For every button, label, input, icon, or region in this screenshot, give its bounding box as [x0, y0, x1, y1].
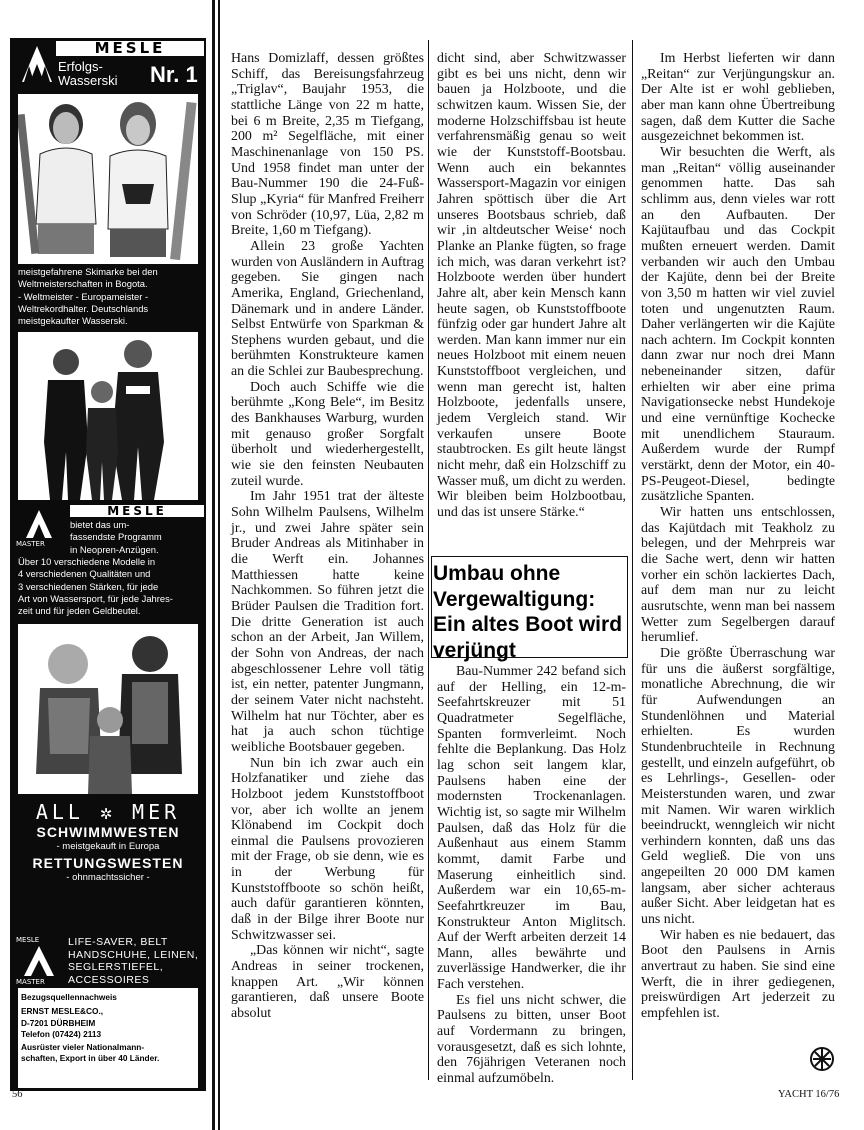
address-line: ERNST MESLE&CO.,: [21, 1006, 104, 1017]
schwimmwesten-heading: SCHWIMMWESTEN: [36, 824, 180, 840]
article-end-mark-icon: [808, 1046, 836, 1072]
ad-address-box: [18, 988, 198, 1088]
article-column-1: [231, 51, 424, 1022]
paragraph: Im Jahr 1951 trat der älteste Sohn Wilhelm Paulsens, Wilhelm jr., und zwei Jahre später sein Bruder Andreas als Mitinhaber in die Werft ein. Johannes Matthiessen hatte keine Nachkommen. So führen jetzt die Brüder Paulsen die Tradition fort. Die dritte Generation ist auch schon an der Arbeit, Jan Willem, der Sohn von Andreas, der nach abgeschlossener Lehre voll tätig ist, ein netter, patenter Jungmann, der seinem Vater nicht nachsteht. Wilhelm hat nur Töchter, aber es hat ja auch schon tüchtige weibliche Bootsbauer gegeben.: [231, 489, 424, 755]
paragraph: Wir haben es nie bedauert, das Boot den Paulsens in Arnis anvertraut zu haben. Sie sind eine Werft, die in ihrer gediegenen, preiswürdigen Art jederzeit zu empfehlen ist.: [641, 927, 835, 1022]
product-line: LIFE-SAVER, BELT: [68, 936, 168, 948]
brand-wordmark-2: MESLE: [70, 505, 204, 517]
caption-line: meistgekaufter Wasserski.: [18, 315, 128, 327]
address-line: D-7201 DÜRBHEIM: [21, 1017, 96, 1028]
product-line: ACCESSOIRES: [68, 973, 150, 986]
ad-caption-waterski: [18, 266, 202, 327]
svg-text:MASTER: MASTER: [16, 978, 45, 984]
ad-products: [68, 936, 204, 986]
caption-line: Über 10 verschiedene Modelle in: [18, 556, 156, 567]
paragraph: Es fiel uns nicht schwer, die Paulsens zu bitten, unser Boot auf Vordermann zu bringen, vorausgesetzt, daß es sich lohnte, den 76jährigen Veteranen noch einmal aufzumöbeln.: [437, 992, 626, 1087]
ad-tagline-2: Wasserski: [58, 73, 118, 88]
ad-tagline-1: Erfolgs-: [58, 59, 103, 74]
paragraph: Wir hatten uns entschlossen, das Kajütdach mit Teakholz zu belegen, und der Mehrpreis war die Sache wert, denn wir hatten vorher ein schön lackiertes Dach, auf dem man nur zu leicht ausrutschte, wenn man bei nassem Wetter zum Segelbergen darauf herumlief.: [641, 505, 835, 646]
article-column-2b: [437, 664, 626, 1087]
product-line: SEGLERSTIEFEL,: [68, 961, 164, 973]
caption-line: zeit und für jeden Geldbeutel.: [18, 605, 141, 617]
caption-line: meistgefahrene Skimarke bei den: [18, 266, 158, 277]
page-number: 56: [12, 1089, 23, 1100]
lifejacket-photo: [18, 624, 198, 794]
rettungswesten-heading: RETTUNGSWESTEN: [32, 855, 184, 871]
column-divider-2: [632, 40, 633, 1080]
caption-line: - Weltmeister - Europameister -: [18, 290, 149, 302]
caption-line: Weltrekordhalter. Deutschlands: [18, 302, 149, 314]
page-rule-left: [212, 0, 215, 1130]
address-line: Ausrüster vieler Nationalmann-: [21, 1042, 145, 1053]
caption-line: in Neopren-Anzügen.: [70, 543, 159, 555]
paragraph: Doch auch Schiffe wie die berühmte „Kong Bele“, im Besitz des Bankhauses Warburg, wurden mit genauso großer Sorgfalt überholt und wiederhergestellt, wie sie den feinsten Neubauten zuteil wurde.: [231, 379, 424, 489]
paragraph: „Das können wir nicht“, sagte Andreas in seiner trockenen, knappen Art. „Wir können garantieren, daß unsere Boote absolut: [231, 943, 424, 1022]
ad-caption-wetsuit: [18, 556, 202, 617]
address-line: schaften, Export in über 40 Länder.: [21, 1053, 160, 1064]
mesle-master-badge-icon: [12, 932, 66, 984]
mesle-advertisement: [10, 38, 206, 1091]
caption-line: bietet das um-: [70, 519, 130, 530]
magazine-issue: YACHT 16/76: [778, 1089, 840, 1100]
product-line: HANDSCHUHE, LEINEN,: [68, 948, 199, 961]
rettungswesten-sub: - ohnmachtssicher -: [66, 872, 150, 883]
schwimmwesten-sub: - meistgekauft in Europa: [56, 841, 160, 852]
wetsuit-photo: [18, 332, 198, 500]
ad-number-one: Nr. 1: [150, 62, 198, 87]
caption-line: 4 verschiedenen Qualitäten und: [18, 568, 151, 580]
brand-wordmark: MESLE: [56, 41, 204, 56]
address-line: Bezugsquellennachweis: [21, 992, 117, 1002]
caption-line: 3 verschiedenen Stärken, für jede: [18, 580, 159, 592]
waterski-photo: [18, 94, 198, 264]
subheadline: Umbau ohne Vergewaltigung: Ein altes Boot wird verjüngt: [433, 562, 623, 662]
allmer-logo: ALL ✲ MER: [35, 800, 181, 824]
page-rule-right: [218, 0, 220, 1130]
article-column-3: [641, 51, 835, 1022]
paragraph: Nun bin ich zwar auch ein Holzfanatiker und ziehe das Holzboot jedem Kunststoffboot vor, aber ich wollte an jenem Klönabend im Cockpit doch einmal die Paulsens provozieren mit der Frage, ob sie denn, wie es in der Werbung für Kunststoffboote so schön heißt, auch dafür garantieren könnten, daß in der Bilge ihrer Boote nur Schwitzwasser sei.: [231, 755, 424, 943]
caption-line: Weltmeisterschaften in Bogota.: [18, 278, 148, 290]
article-column-2: [437, 51, 626, 521]
svg-text:MASTER: MASTER: [16, 540, 45, 548]
paragraph: Wir besuchten die Werft, als man „Reitan“ völlig auseinander genommen hatte. Das sah schlimm aus, denn vieles war rott an den Aufbauten. Der Kajütaufbau und das Cockpit mußten erneuert werden. Damit verbanden wir auch den Umbau der Kajüte, denn bei der Breite von 3,50 m hatten wir viel zuviel toten und ungenutzten Raum. Daher verlängerten wir die Kajüte nach achtern. Im Cockpit konnten dann zwar nur noch drei Mann nebeneinander sitzen, dafür erhielten wir aber eine prima Navigationsecke nebst Hundekoje und eine vernünftige Kochecke mit unendlichem Stauraum. Außerdem wurde der Rumpf verstärkt, denn der Motor, ein 40-PS-Peugeot-Diesel, bedingte zusätzliche Spanten.: [641, 144, 835, 505]
address-line: Telefon (07424) 2113: [21, 1028, 102, 1039]
mountain-logo-icon: [20, 44, 54, 84]
svg-text:MESLE: MESLE: [16, 936, 40, 944]
master-badge-icon: [14, 502, 64, 548]
paragraph: Im Herbst lieferten wir dann „Reitan“ zur Verjüngungskur an. Der Alte ist er wohl geblieben, aber man kann ohne Übertreibung sagen, daß dem Kutter die Sache ausgezeichnet bekommen ist.: [641, 51, 835, 145]
paragraph: Die größte Überraschung war für uns die äußerst sorgfältige, monatliche Abrechnung, die wir für Aufwendungen an Stundenlöhnen und Material erhielten. Es wurden Stundenbruchteile in Rechnung gestellt, und einzeln aufgeführt, ob es Lehrlings-, Gesellen- oder Meisterstunden waren, und zwar mit Namen. Wir waren wirklich beeindruckt, wenngleich wir nicht verhindern konnten, daß uns das Geld wegließ. Die von uns angepeilten 20 000 DM kamen langsam, aber sicher achteraus außer Sicht. Aber leidgetan hat es uns nicht.: [641, 645, 835, 928]
caption-line: Art von Wassersport, für jede Jahres-: [18, 592, 173, 604]
paragraph: Bau-Nummer 242 befand sich auf der Helling, ein 12-m-Seefahrtskreuzer mit 51 Quadratmeter Segelfläche, Spanten formverleimt. Noch fehlte die Beplankung. Das Holz lag schon seit langem klar, Paulsens haben eine der modernsten Trockenanlagen. Wichtig ist, so sagte mir Wilhelm Paulsen, daß das Holz für die Außenhaut aus einem Stamm kommt, damit Farbe und Maserung einheitlich sind. Außerdem war ein 10,65-m-Seefahrtkreuzer im Bau, Konstrukteur Anton Miglitsch. Auf der Werft arbeiten derzeit 14 Mann, alles bewährte und zuverlässige Handwerker, die ihr Fach verstehen.: [437, 664, 626, 993]
paragraph: Hans Domizlaff, dessen größtes Schiff, das Bereisungsfahrzeug „Triglav“, Baujahr 1953, die stattliche Länge von 22 m hatte, bei 6 m Breite, 2,35 m Tiefgang, 200 m² Segelfläche, mit einer Maschinenanlage von 150 PS. Und 1958 findet man unter der Bau-Nummer 190 die 24-Fuß-Slup „Kyria“ für Manfred Freiherr von Schröder (10,97, Lüa, 2,82 m Breite, 1,60 m Tiefgang).: [231, 51, 424, 239]
paragraph: Allein 23 große Yachten wurden von Ausländern in Auftrag gegeben. Sie gingen nach Amerika, England, Griechenland, Dänemark und in andere Länder. Selbst Entwürfe von Sparkman & Stephens wurden gebaut, und die berühmten Konstrukteure kamen an die Schlei zur Baubesprechung.: [231, 238, 424, 380]
ad-caption-wetsuit-top: [70, 519, 200, 556]
column-divider-1: [428, 40, 429, 1080]
paragraph: dicht sind, aber Schwitzwasser gibt es bei uns nicht, denn wir bauen ja Holzboote, und die schwitzen kaum. Wissen Sie, der moderne Holzschiffsbau ist heute verfahrensmäßig genau so weit wie der Kunststoff-Bootsbau. Wenn auch ein bekanntes Wassersport-Magazin vor einigen Jahren spöttisch über die Art unseres Bootsbaus schrieb, daß wir ‚in altdeutscher Weise‘ noch Planke an Planke fügten, so frage ich mich, was daran verkehrt ist? Holzboote werden über hundert Jahre alt, aber kein Mensch kann heute sagen, ob Kunststoffboote fünfzig oder gar hundert Jahre alt werden. Man kann immer nur ein neues Holzboot mit einem neuen Kunststoffboot vergleichen, und wenn man gerecht ist, halten Holzboote, jedenfalls unsere, jedem Vergleich stand. Wir verkaufen unsere Boote staubtrocken. Es gilt heute längst nicht mehr, daß ein Holzschiff zu Wasser muß, um dicht zu werden. Wir bleiben beim Holzbootbau, und das ist unsere Stärke.“: [437, 51, 626, 521]
caption-line: fassendste Programm: [70, 531, 162, 543]
